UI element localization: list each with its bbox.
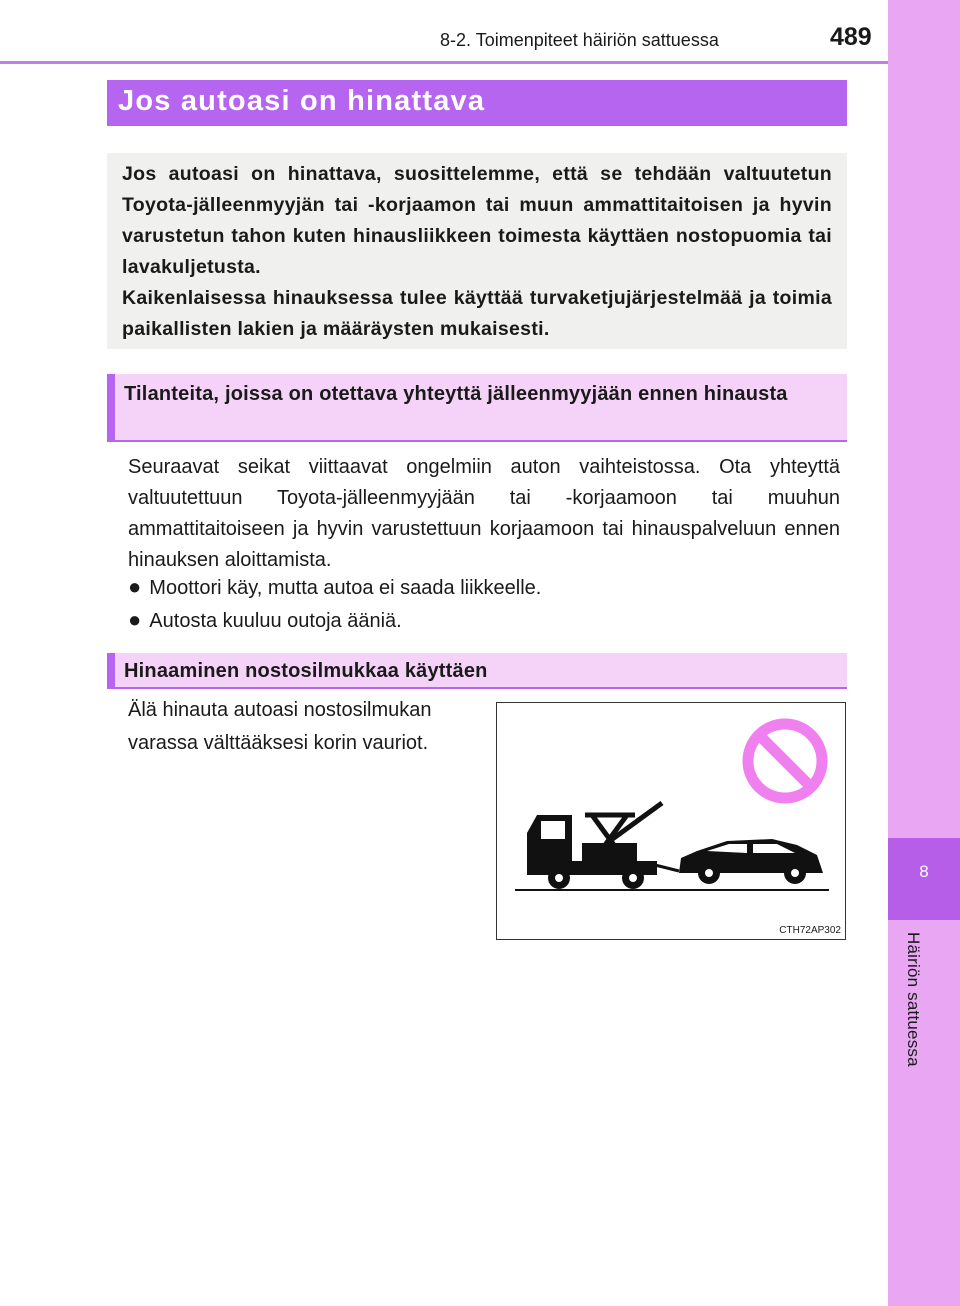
section-heading-towing-eyelet: Hinaaminen nostosilmukkaa käyttäen — [124, 660, 488, 682]
chapter-sidebar — [888, 0, 960, 1306]
tow-truck-drawing — [497, 703, 847, 941]
header-section-title: 8-2. Toimenpiteet häiriön sattuessa — [440, 30, 719, 50]
chapter-label: Häiriön sattuessa — [904, 932, 923, 1067]
tow-truck-icon — [527, 803, 679, 889]
section1-paragraph: Seuraavat seikat viittaavat ongelmiin auton vaihteistossa. Ota yhteyttä valtuutettuun Toyota-jälleenmyyjään tai -korjaamoon tai muuhun ammattitaitoiseen ja hyvin varustettuun korjaamoon tai hinauspalveluun ennen hinauksen aloittamista. — [128, 456, 840, 571]
bullet-icon: ● — [128, 607, 142, 632]
header-rule — [0, 61, 888, 64]
info-paragraph-1: Jos autoasi on hinattava, suosittelemme, että se tehdään valtuutetun Toyota-jälleenmyyjän tai -korjaamon tai muun ammattitaitoisen ja hyvin varustetun tahon kuten hinausliikkeen toimesta käyttäen nostopuomia tai lavakuljetusta. — [122, 163, 832, 278]
list-item — [128, 571, 541, 604]
prohibition-icon — [748, 724, 822, 798]
bullet-icon: ● — [128, 574, 142, 599]
info-box-text — [122, 153, 832, 345]
page-number: 489 — [830, 23, 872, 51]
section-heading-contact-dealer: Tilanteita, joissa on otettava yhteyttä jälleenmyyjään ennen hinausta — [124, 383, 788, 405]
list-item-text: Moottori käy, mutta autoa ei saada liikkeelle. — [149, 577, 542, 599]
illustration-code: CTH72AP302 — [779, 925, 841, 936]
page-title: Jos autoasi on hinattava — [118, 85, 486, 117]
car-icon — [679, 839, 823, 884]
section2-paragraph: Älä hinauta autoasi nostosilmukan varassa välttääksesi korin vauriot. — [128, 699, 432, 754]
chapter-number: 8 — [919, 862, 929, 881]
list-item — [128, 604, 402, 637]
info-paragraph-2: Kaikenlaisessa hinauksessa tulee käyttää turvaketjujärjestelmää ja toimia paikallisten lakien ja määräysten mukaisesti. — [122, 287, 832, 340]
list-item-text: Autosta kuuluu outoja ääniä. — [149, 610, 402, 632]
towing-illustration — [496, 702, 846, 940]
